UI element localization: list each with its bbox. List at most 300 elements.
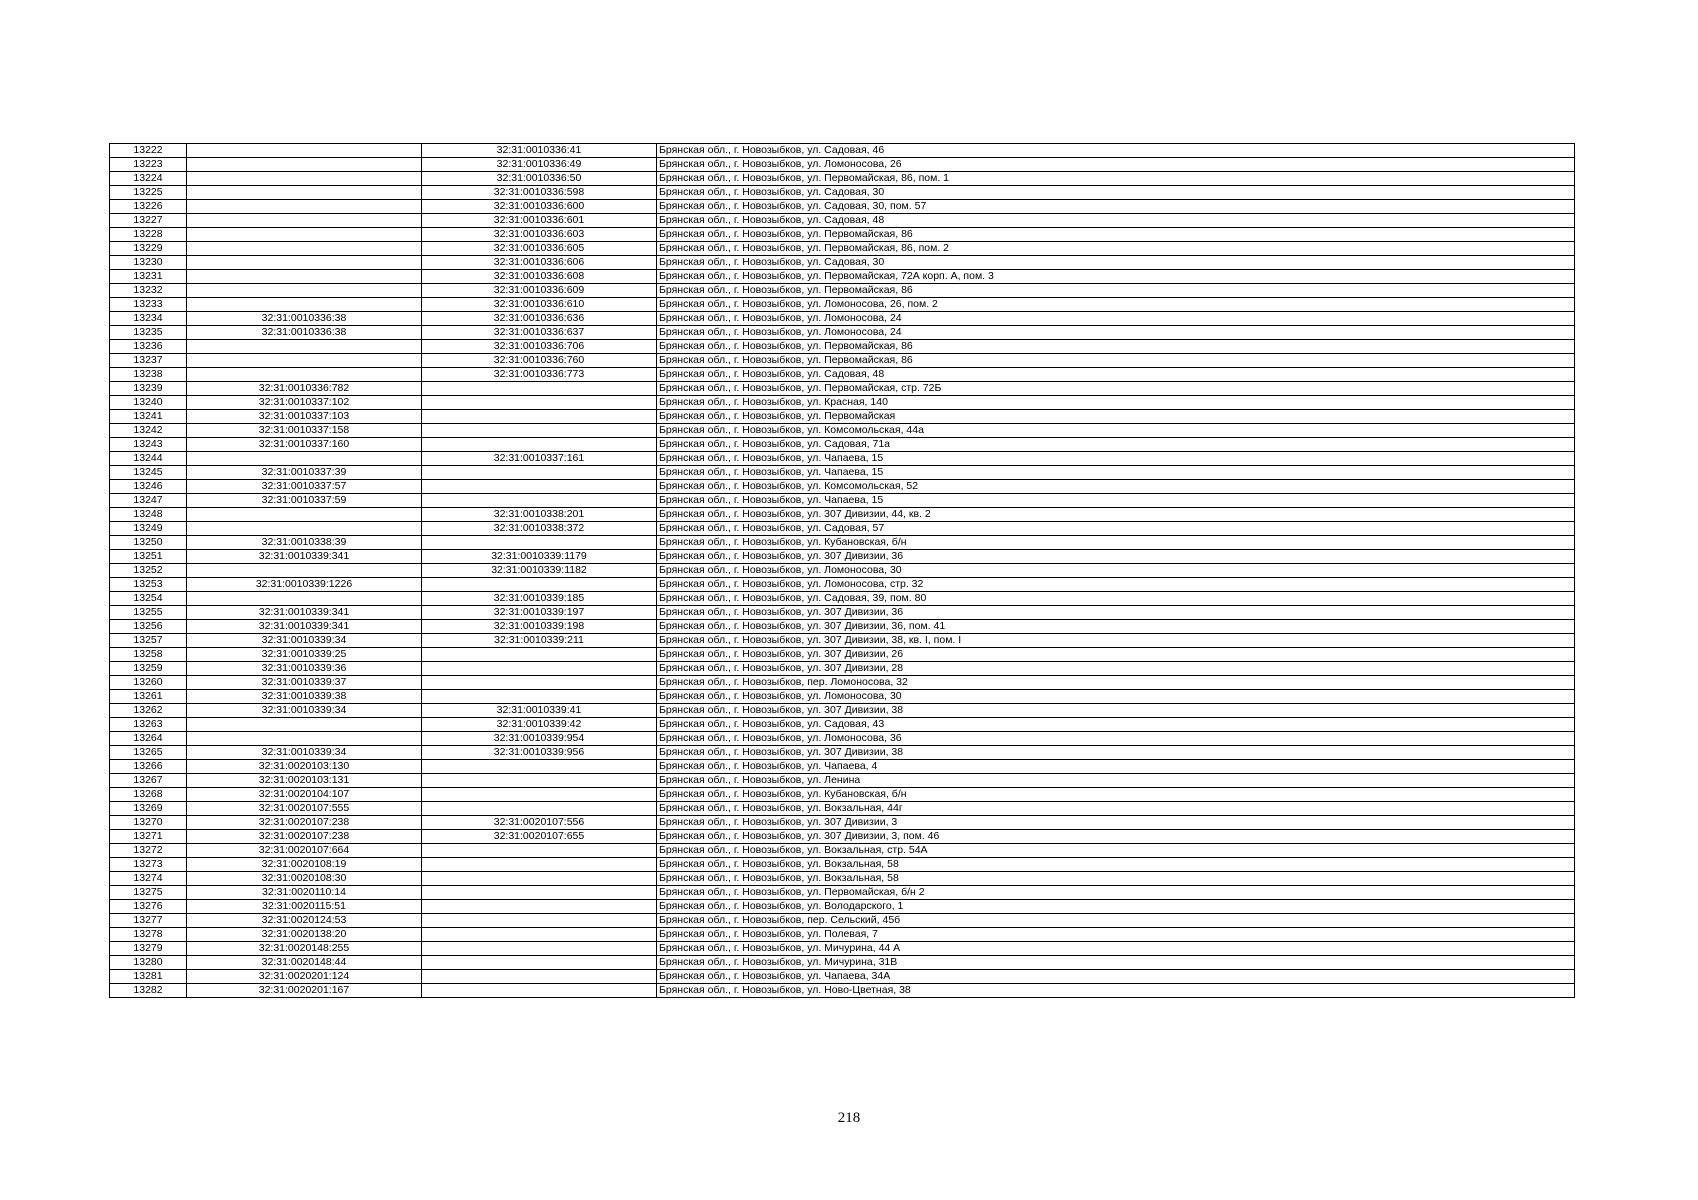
cadastral-number-cell — [422, 956, 657, 970]
address-cell: Брянская обл., г. Новозыбков, пер. Ломоносова, 32 — [657, 676, 1575, 690]
row-number-cell: 13228 — [110, 228, 187, 242]
cadastral-number-cell: 32:31:0010336:605 — [422, 242, 657, 256]
row-number-cell: 13224 — [110, 172, 187, 186]
parent-cadastral-number-cell: 32:31:0020107:555 — [187, 802, 422, 816]
table-row — [110, 424, 1575, 438]
parent-cadastral-number-cell: 32:31:0010339:34 — [187, 746, 422, 760]
cadastral-number-cell: 32:31:0010336:600 — [422, 200, 657, 214]
address-cell: Брянская обл., г. Новозыбков, ул. 307 Дивизии, 36, пом. 41 — [657, 620, 1575, 634]
table-row — [110, 410, 1575, 424]
cadastral-number-cell: 32:31:0010338:201 — [422, 508, 657, 522]
cadastral-number-cell: 32:31:0010339:42 — [422, 718, 657, 732]
row-number-cell: 13236 — [110, 340, 187, 354]
table-row — [110, 942, 1575, 956]
cadastral-number-cell: 32:31:0010336:609 — [422, 284, 657, 298]
row-number-cell: 13248 — [110, 508, 187, 522]
table-row — [110, 634, 1575, 648]
parent-cadastral-number-cell: 32:31:0010337:158 — [187, 424, 422, 438]
parent-cadastral-number-cell: 32:31:0020108:19 — [187, 858, 422, 872]
address-cell: Брянская обл., г. Новозыбков, ул. Ломоносова, 24 — [657, 326, 1575, 340]
parent-cadastral-number-cell: 32:31:0010337:39 — [187, 466, 422, 480]
address-cell: Брянская обл., г. Новозыбков, ул. 307 Дивизии, 44, кв. 2 — [657, 508, 1575, 522]
address-cell: Брянская обл., г. Новозыбков, ул. Ломоносова, 30 — [657, 690, 1575, 704]
cadastral-number-cell — [422, 676, 657, 690]
table-row — [110, 550, 1575, 564]
cadastral-number-cell — [422, 382, 657, 396]
cadastral-number-cell: 32:31:0010336:608 — [422, 270, 657, 284]
parent-cadastral-number-cell: 32:31:0010339:34 — [187, 704, 422, 718]
address-cell: Брянская обл., г. Новозыбков, ул. Первомайская, 86 — [657, 228, 1575, 242]
table-row — [110, 200, 1575, 214]
address-cell: Брянская обл., г. Новозыбков, ул. 307 Дивизии, 36 — [657, 606, 1575, 620]
address-cell: Брянская обл., г. Новозыбков, ул. Ломоносова, 24 — [657, 312, 1575, 326]
row-number-cell: 13227 — [110, 214, 187, 228]
parent-cadastral-number-cell: 32:31:0010336:782 — [187, 382, 422, 396]
row-number-cell: 13271 — [110, 830, 187, 844]
address-cell: Брянская обл., г. Новозыбков, ул. Володарского, 1 — [657, 900, 1575, 914]
address-cell: Брянская обл., г. Новозыбков, ул. Кубановская, б/н — [657, 788, 1575, 802]
address-cell: Брянская обл., г. Новозыбков, ул. Садовая, 48 — [657, 214, 1575, 228]
table-row — [110, 704, 1575, 718]
row-number-cell: 13272 — [110, 844, 187, 858]
cadastral-number-cell — [422, 424, 657, 438]
table-row — [110, 522, 1575, 536]
address-cell: Брянская обл., г. Новозыбков, ул. Вокзальная, 44г — [657, 802, 1575, 816]
parent-cadastral-number-cell — [187, 592, 422, 606]
table-row — [110, 564, 1575, 578]
cadastral-number-cell — [422, 536, 657, 550]
cadastral-number-cell — [422, 872, 657, 886]
parent-cadastral-number-cell: 32:31:0010339:341 — [187, 620, 422, 634]
parent-cadastral-number-cell: 32:31:0020107:664 — [187, 844, 422, 858]
row-number-cell: 13245 — [110, 466, 187, 480]
cadastral-number-cell — [422, 690, 657, 704]
row-number-cell: 13259 — [110, 662, 187, 676]
parent-cadastral-number-cell: 32:31:0020103:130 — [187, 760, 422, 774]
row-number-cell: 13241 — [110, 410, 187, 424]
cadastral-number-cell: 32:31:0010339:1182 — [422, 564, 657, 578]
address-cell: Брянская обл., г. Новозыбков, ул. Садовая, 48 — [657, 368, 1575, 382]
table-row — [110, 368, 1575, 382]
cadastral-number-cell — [422, 760, 657, 774]
table-row — [110, 396, 1575, 410]
row-number-cell: 13234 — [110, 312, 187, 326]
cadastral-number-cell: 32:31:0010336:606 — [422, 256, 657, 270]
row-number-cell: 13232 — [110, 284, 187, 298]
cadastral-number-cell: 32:31:0010336:706 — [422, 340, 657, 354]
row-number-cell: 13243 — [110, 438, 187, 452]
parent-cadastral-number-cell — [187, 284, 422, 298]
cadastral-number-cell: 32:31:0010336:598 — [422, 186, 657, 200]
row-number-cell: 13281 — [110, 970, 187, 984]
parent-cadastral-number-cell: 32:31:0020201:124 — [187, 970, 422, 984]
parent-cadastral-number-cell: 32:31:0020107:238 — [187, 816, 422, 830]
table-row — [110, 662, 1575, 676]
address-cell: Брянская обл., г. Новозыбков, ул. 307 Дивизии, 38, кв. I, пом. I — [657, 634, 1575, 648]
parent-cadastral-number-cell: 32:31:0010339:1226 — [187, 578, 422, 592]
row-number-cell: 13239 — [110, 382, 187, 396]
table-row — [110, 718, 1575, 732]
table-row — [110, 872, 1575, 886]
row-number-cell: 13229 — [110, 242, 187, 256]
table-row — [110, 802, 1575, 816]
parent-cadastral-number-cell: 32:31:0010339:34 — [187, 634, 422, 648]
parent-cadastral-number-cell: 32:31:0020110:14 — [187, 886, 422, 900]
parent-cadastral-number-cell: 32:31:0010339:341 — [187, 550, 422, 564]
parent-cadastral-number-cell — [187, 522, 422, 536]
table-row — [110, 228, 1575, 242]
cadastral-number-cell — [422, 466, 657, 480]
row-number-cell: 13279 — [110, 942, 187, 956]
row-number-cell: 13277 — [110, 914, 187, 928]
parent-cadastral-number-cell: 32:31:0020108:30 — [187, 872, 422, 886]
row-number-cell: 13244 — [110, 452, 187, 466]
address-cell: Брянская обл., г. Новозыбков, ул. Садовая, 57 — [657, 522, 1575, 536]
parent-cadastral-number-cell: 32:31:0010336:38 — [187, 312, 422, 326]
parent-cadastral-number-cell — [187, 172, 422, 186]
row-number-cell: 13262 — [110, 704, 187, 718]
row-number-cell: 13251 — [110, 550, 187, 564]
cadastral-number-cell: 32:31:0010338:372 — [422, 522, 657, 536]
page-number: 218 — [837, 1110, 861, 1126]
cadastral-number-cell: 32:31:0020107:655 — [422, 830, 657, 844]
row-number-cell: 13246 — [110, 480, 187, 494]
address-cell: Брянская обл., г. Новозыбков, ул. Садовая, 30 — [657, 256, 1575, 270]
cadastral-number-cell: 32:31:0010336:636 — [422, 312, 657, 326]
address-cell: Брянская обл., г. Новозыбков, ул. Первомайская, 86 — [657, 340, 1575, 354]
row-number-cell: 13230 — [110, 256, 187, 270]
table-row — [110, 298, 1575, 312]
row-number-cell: 13223 — [110, 158, 187, 172]
parent-cadastral-number-cell — [187, 508, 422, 522]
table-row — [110, 732, 1575, 746]
row-number-cell: 13242 — [110, 424, 187, 438]
address-cell: Брянская обл., г. Новозыбков, ул. Вокзальная, 58 — [657, 872, 1575, 886]
parent-cadastral-number-cell: 32:31:0010337:103 — [187, 410, 422, 424]
address-cell: Брянская обл., г. Новозыбков, ул. Ново-Цветная, 38 — [657, 984, 1575, 998]
row-number-cell: 13226 — [110, 200, 187, 214]
address-cell: Брянская обл., г. Новозыбков, ул. Ломоносова, 36 — [657, 732, 1575, 746]
address-cell: Брянская обл., г. Новозыбков, ул. Первомайская, 72А корп. А, пом. 3 — [657, 270, 1575, 284]
table-row — [110, 788, 1575, 802]
parent-cadastral-number-cell: 32:31:0020148:44 — [187, 956, 422, 970]
table-row — [110, 270, 1575, 284]
table-row — [110, 858, 1575, 872]
address-cell: Брянская обл., г. Новозыбков, ул. Садовая, 43 — [657, 718, 1575, 732]
address-cell: Брянская обл., г. Новозыбков, ул. Ленина — [657, 774, 1575, 788]
parent-cadastral-number-cell: 32:31:0010339:37 — [187, 676, 422, 690]
parent-cadastral-number-cell — [187, 242, 422, 256]
parent-cadastral-number-cell — [187, 340, 422, 354]
row-number-cell: 13263 — [110, 718, 187, 732]
table-row — [110, 844, 1575, 858]
table-row — [110, 900, 1575, 914]
parent-cadastral-number-cell: 32:31:0020148:255 — [187, 942, 422, 956]
row-number-cell: 13252 — [110, 564, 187, 578]
address-cell: Брянская обл., г. Новозыбков, ул. Красная, 140 — [657, 396, 1575, 410]
address-cell: Брянская обл., г. Новозыбков, ул. Комсомольская, 52 — [657, 480, 1575, 494]
address-cell: Брянская обл., г. Новозыбков, ул. Садовая, 30, пом. 57 — [657, 200, 1575, 214]
row-number-cell: 13261 — [110, 690, 187, 704]
cadastral-number-cell: 32:31:0010339:211 — [422, 634, 657, 648]
parent-cadastral-number-cell — [187, 368, 422, 382]
address-cell: Брянская обл., г. Новозыбков, ул. Чапаева, 4 — [657, 760, 1575, 774]
address-cell: Брянская обл., г. Новозыбков, ул. 307 Дивизии, 26 — [657, 648, 1575, 662]
table-row — [110, 606, 1575, 620]
row-number-cell: 13250 — [110, 536, 187, 550]
address-cell: Брянская обл., г. Новозыбков, ул. Первомайская, 86, пом. 2 — [657, 242, 1575, 256]
cadastral-number-cell: 32:31:0010339:198 — [422, 620, 657, 634]
row-number-cell: 13233 — [110, 298, 187, 312]
parent-cadastral-number-cell: 32:31:0010337:160 — [187, 438, 422, 452]
row-number-cell: 13258 — [110, 648, 187, 662]
cadastral-number-cell — [422, 900, 657, 914]
parent-cadastral-number-cell — [187, 158, 422, 172]
parent-cadastral-number-cell — [187, 200, 422, 214]
table-row — [110, 256, 1575, 270]
cadastral-number-cell — [422, 914, 657, 928]
cadastral-number-cell: 32:31:0010336:41 — [422, 144, 657, 158]
row-number-cell: 13282 — [110, 984, 187, 998]
cadastral-number-cell — [422, 438, 657, 452]
cadastral-number-cell — [422, 942, 657, 956]
table-row — [110, 172, 1575, 186]
parent-cadastral-number-cell — [187, 452, 422, 466]
cadastral-number-cell — [422, 858, 657, 872]
address-cell: Брянская обл., г. Новозыбков, ул. Чапаева, 15 — [657, 494, 1575, 508]
table-row — [110, 536, 1575, 550]
address-cell: Брянская обл., г. Новозыбков, ул. Чапаева, 15 — [657, 452, 1575, 466]
table-row — [110, 984, 1575, 998]
cadastral-number-cell: 32:31:0010339:41 — [422, 704, 657, 718]
row-number-cell: 13273 — [110, 858, 187, 872]
address-cell: Брянская обл., г. Новозыбков, ул. Ломоносова, 26, пом. 2 — [657, 298, 1575, 312]
table-row — [110, 494, 1575, 508]
table-row — [110, 592, 1575, 606]
parent-cadastral-number-cell — [187, 256, 422, 270]
table-row — [110, 760, 1575, 774]
parent-cadastral-number-cell: 32:31:0020103:131 — [187, 774, 422, 788]
address-cell: Брянская обл., г. Новозыбков, ул. Садовая, 39, пом. 80 — [657, 592, 1575, 606]
cadastral-number-cell — [422, 928, 657, 942]
address-cell: Брянская обл., г. Новозыбков, ул. Мичурина, 44 А — [657, 942, 1575, 956]
table-row — [110, 382, 1575, 396]
cadastral-number-cell — [422, 802, 657, 816]
address-cell: Брянская обл., г. Новозыбков, ул. Первомайская, б/н 2 — [657, 886, 1575, 900]
registry-table-container — [109, 143, 1574, 998]
parent-cadastral-number-cell — [187, 354, 422, 368]
table-row — [110, 578, 1575, 592]
parent-cadastral-number-cell: 32:31:0010339:341 — [187, 606, 422, 620]
table-row — [110, 620, 1575, 634]
row-number-cell: 13268 — [110, 788, 187, 802]
address-cell: Брянская обл., г. Новозыбков, ул. Садовая, 71а — [657, 438, 1575, 452]
parent-cadastral-number-cell: 32:31:0020138:20 — [187, 928, 422, 942]
table-row — [110, 928, 1575, 942]
parent-cadastral-number-cell: 32:31:0020107:238 — [187, 830, 422, 844]
row-number-cell: 13249 — [110, 522, 187, 536]
cadastral-number-cell — [422, 648, 657, 662]
address-cell: Брянская обл., г. Новозыбков, ул. Первомайская, 86 — [657, 284, 1575, 298]
registry-table — [109, 143, 1575, 998]
address-cell: Брянская обл., г. Новозыбков, ул. 307 Дивизии, 38 — [657, 746, 1575, 760]
row-number-cell: 13225 — [110, 186, 187, 200]
cadastral-number-cell: 32:31:0010336:637 — [422, 326, 657, 340]
parent-cadastral-number-cell: 32:31:0010339:36 — [187, 662, 422, 676]
table-row — [110, 186, 1575, 200]
parent-cadastral-number-cell: 32:31:0010339:38 — [187, 690, 422, 704]
table-row — [110, 648, 1575, 662]
table-row — [110, 354, 1575, 368]
address-cell: Брянская обл., г. Новозыбков, ул. Первомайская — [657, 410, 1575, 424]
address-cell: Брянская обл., г. Новозыбков, ул. Первомайская, 86 — [657, 354, 1575, 368]
row-number-cell: 13257 — [110, 634, 187, 648]
table-row — [110, 312, 1575, 326]
address-cell: Брянская обл., г. Новозыбков, ул. Ломоносова, 30 — [657, 564, 1575, 578]
row-number-cell: 13237 — [110, 354, 187, 368]
cadastral-number-cell — [422, 662, 657, 676]
parent-cadastral-number-cell — [187, 732, 422, 746]
table-row — [110, 452, 1575, 466]
address-cell: Брянская обл., г. Новозыбков, ул. Садовая, 46 — [657, 144, 1575, 158]
row-number-cell: 13231 — [110, 270, 187, 284]
address-cell: Брянская обл., г. Новозыбков, ул. Полевая, 7 — [657, 928, 1575, 942]
address-cell: Брянская обл., г. Новозыбков, ул. Кубановская, б/н — [657, 536, 1575, 550]
row-number-cell: 13254 — [110, 592, 187, 606]
row-number-cell: 13235 — [110, 326, 187, 340]
cadastral-number-cell: 32:31:0010339:954 — [422, 732, 657, 746]
parent-cadastral-number-cell: 32:31:0010336:38 — [187, 326, 422, 340]
table-row — [110, 438, 1575, 452]
row-number-cell: 13270 — [110, 816, 187, 830]
cadastral-number-cell — [422, 410, 657, 424]
parent-cadastral-number-cell: 32:31:0010337:59 — [187, 494, 422, 508]
cadastral-number-cell — [422, 788, 657, 802]
parent-cadastral-number-cell — [187, 270, 422, 284]
cadastral-number-cell: 32:31:0010339:185 — [422, 592, 657, 606]
address-cell: Брянская обл., г. Новозыбков, ул. 307 Дивизии, 28 — [657, 662, 1575, 676]
address-cell: Брянская обл., г. Новозыбков, ул. 307 Дивизии, 3 — [657, 816, 1575, 830]
cadastral-number-cell: 32:31:0010336:760 — [422, 354, 657, 368]
table-row — [110, 242, 1575, 256]
parent-cadastral-number-cell: 32:31:0020115:51 — [187, 900, 422, 914]
row-number-cell: 13240 — [110, 396, 187, 410]
table-row — [110, 774, 1575, 788]
table-row — [110, 746, 1575, 760]
cadastral-number-cell: 32:31:0010339:1179 — [422, 550, 657, 564]
table-row — [110, 466, 1575, 480]
table-row — [110, 340, 1575, 354]
parent-cadastral-number-cell — [187, 564, 422, 578]
address-cell: Брянская обл., г. Новозыбков, ул. Вокзальная, 58 — [657, 858, 1575, 872]
table-row — [110, 158, 1575, 172]
parent-cadastral-number-cell — [187, 144, 422, 158]
address-cell: Брянская обл., г. Новозыбков, ул. Чапаева, 15 — [657, 466, 1575, 480]
address-cell: Брянская обл., г. Новозыбков, ул. Мичурина, 31В — [657, 956, 1575, 970]
row-number-cell: 13275 — [110, 886, 187, 900]
cadastral-number-cell: 32:31:0010336:50 — [422, 172, 657, 186]
address-cell: Брянская обл., г. Новозыбков, пер. Сельский, 45б — [657, 914, 1575, 928]
table-row — [110, 508, 1575, 522]
address-cell: Брянская обл., г. Новозыбков, ул. 307 Дивизии, 38 — [657, 704, 1575, 718]
table-row — [110, 676, 1575, 690]
row-number-cell: 13238 — [110, 368, 187, 382]
table-row — [110, 914, 1575, 928]
table-row — [110, 816, 1575, 830]
cadastral-number-cell — [422, 396, 657, 410]
row-number-cell: 13247 — [110, 494, 187, 508]
address-cell: Брянская обл., г. Новозыбков, ул. 307 Дивизии, 36 — [657, 550, 1575, 564]
cadastral-number-cell: 32:31:0010337:161 — [422, 452, 657, 466]
registry-table-body — [110, 144, 1575, 998]
parent-cadastral-number-cell: 32:31:0010337:57 — [187, 480, 422, 494]
parent-cadastral-number-cell: 32:31:0020201:167 — [187, 984, 422, 998]
table-row — [110, 144, 1575, 158]
parent-cadastral-number-cell — [187, 228, 422, 242]
address-cell: Брянская обл., г. Новозыбков, ул. Вокзальная, стр. 54А — [657, 844, 1575, 858]
row-number-cell: 13222 — [110, 144, 187, 158]
cadastral-number-cell — [422, 844, 657, 858]
row-number-cell: 13276 — [110, 900, 187, 914]
row-number-cell: 13256 — [110, 620, 187, 634]
row-number-cell: 13266 — [110, 760, 187, 774]
parent-cadastral-number-cell — [187, 214, 422, 228]
row-number-cell: 13278 — [110, 928, 187, 942]
parent-cadastral-number-cell: 32:31:0020104:107 — [187, 788, 422, 802]
cadastral-number-cell: 32:31:0010336:773 — [422, 368, 657, 382]
cadastral-number-cell — [422, 774, 657, 788]
row-number-cell: 13280 — [110, 956, 187, 970]
cadastral-number-cell: 32:31:0010339:197 — [422, 606, 657, 620]
row-number-cell: 13255 — [110, 606, 187, 620]
parent-cadastral-number-cell — [187, 186, 422, 200]
address-cell: Брянская обл., г. Новозыбков, ул. 307 Дивизии, 3, пом. 46 — [657, 830, 1575, 844]
cadastral-number-cell: 32:31:0010336:601 — [422, 214, 657, 228]
cadastral-number-cell — [422, 494, 657, 508]
table-row — [110, 956, 1575, 970]
parent-cadastral-number-cell: 32:31:0010339:25 — [187, 648, 422, 662]
row-number-cell: 13274 — [110, 872, 187, 886]
table-row — [110, 326, 1575, 340]
row-number-cell: 13264 — [110, 732, 187, 746]
address-cell: Брянская обл., г. Новозыбков, ул. Первомайская, 86, пом. 1 — [657, 172, 1575, 186]
cadastral-number-cell: 32:31:0010336:603 — [422, 228, 657, 242]
cadastral-number-cell — [422, 480, 657, 494]
address-cell: Брянская обл., г. Новозыбков, ул. Комсомольская, 44а — [657, 424, 1575, 438]
parent-cadastral-number-cell: 32:31:0020124:53 — [187, 914, 422, 928]
cadastral-number-cell: 32:31:0010336:49 — [422, 158, 657, 172]
address-cell: Брянская обл., г. Новозыбков, ул. Ломоносова, стр. 32 — [657, 578, 1575, 592]
row-number-cell: 13267 — [110, 774, 187, 788]
row-number-cell: 13253 — [110, 578, 187, 592]
parent-cadastral-number-cell — [187, 298, 422, 312]
row-number-cell: 13269 — [110, 802, 187, 816]
table-row — [110, 284, 1575, 298]
table-row — [110, 690, 1575, 704]
cadastral-number-cell: 32:31:0020107:556 — [422, 816, 657, 830]
table-row — [110, 480, 1575, 494]
cadastral-number-cell: 32:31:0010336:610 — [422, 298, 657, 312]
table-row — [110, 214, 1575, 228]
table-row — [110, 970, 1575, 984]
table-row — [110, 886, 1575, 900]
cadastral-number-cell — [422, 970, 657, 984]
parent-cadastral-number-cell — [187, 718, 422, 732]
cadastral-number-cell: 32:31:0010339:956 — [422, 746, 657, 760]
row-number-cell: 13260 — [110, 676, 187, 690]
address-cell: Брянская обл., г. Новозыбков, ул. Садовая, 30 — [657, 186, 1575, 200]
cadastral-number-cell — [422, 886, 657, 900]
